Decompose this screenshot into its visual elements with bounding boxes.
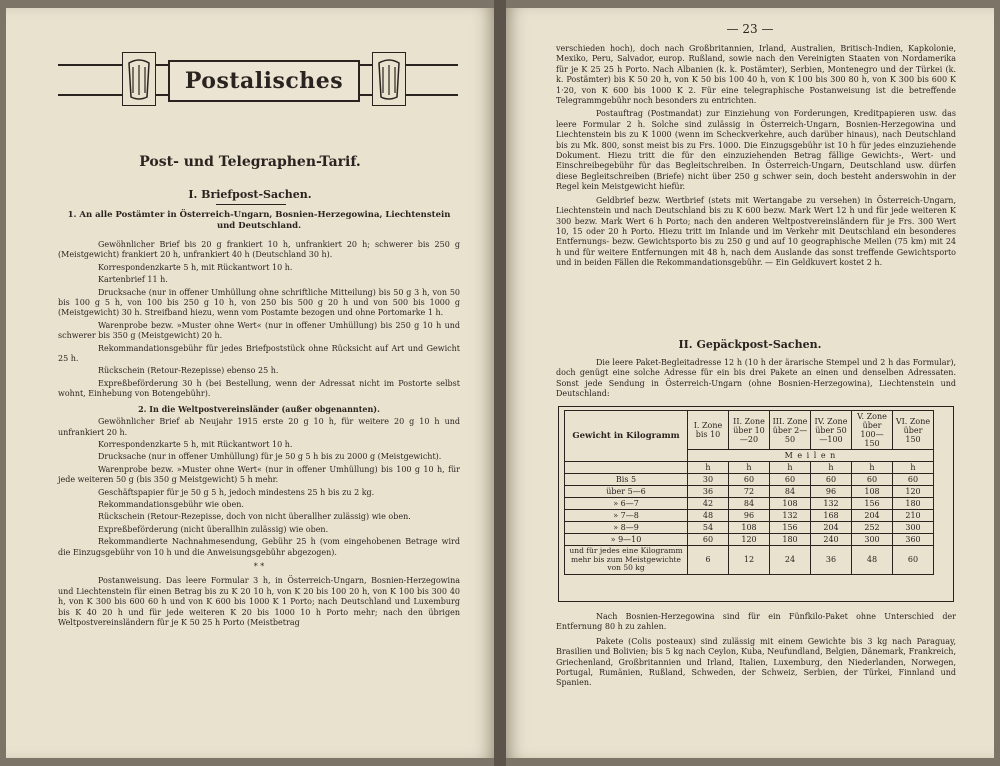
unit-cell: h (811, 462, 852, 474)
section-title-gepaeck: II. Gepäckpost-Sachen. (678, 338, 822, 351)
table-row-extra (565, 546, 934, 575)
table-cell: 42 (688, 498, 729, 510)
table-row (565, 498, 934, 510)
row-label: über 5—6 (565, 486, 688, 498)
para-rueckschein-welt: Rückschein (Retour-Rezepisse, doch von nicht überallher zulässig) wie oben. (98, 512, 411, 522)
para-postanweisung: Postanweisung. Das leere Formular 3 h, in Österreich-Ungarn, Bosnien-Herzegowina und Liechtenstein für einen Betrag bis zu K 20 10 h, von K 20 bis 100 20 h, von K 100 bis 300 40 h, von K 300 bis 600 60 h und von K 600 bis 1000 K 1 Porto; nach Deutschland und Luxemburg bis K 40 20 h und für jede weiteren K 20 bis 1000 10 h Porto mehr; nach den übrigen Weltpostvereinsländern für je K 50 25 h Porto (Meistbetrag (58, 576, 460, 627)
para-warenprobe-welt: Warenprobe bezw. »Muster ohne Wert« (nur in offener Umhüllung) bis 100 g 10 h, für jede weiteren 50 g (bis 350 g Meistgewicht) 5 h mehr. (58, 464, 460, 485)
table-cell: 60 (688, 534, 729, 546)
table-cell: 96 (811, 486, 852, 498)
table-cell: 96 (729, 510, 770, 522)
row-label: » 6—7 (565, 498, 688, 510)
table-cell: 156 (770, 522, 811, 534)
table-cell: 84 (729, 498, 770, 510)
subsection-title-2: 2. In die Weltpostvereinsländer (außer obgenannten). (138, 403, 380, 414)
table-header-row (565, 411, 934, 450)
para-kartenbrief: Kartenbrief 11 h. (98, 275, 168, 285)
table-cell: 120 (893, 486, 934, 498)
table-cell: 360 (893, 534, 934, 546)
para-geldbrief: Geldbrief bezw. Wertbrief (stets mit Wertangabe zu versehen) in Österreich-Ungarn, Liechtenstein und nach Deutschland bis zu K 600 bezw. Mark Wert 12 h und für jede weiteren K 300 bezw. Mark Wert 6 h Porto; nach den anderen Weltpostvereinsländern für je Frs. 300 Wert 10, 15 oder 20 h Porto. Hiezu tritt im Inlande und im Verkehr mit Deutschland ein besonderes Entfernungs- bezw. Gewichtsporto bis zu 250 g und auf 10 geographische Meilen (75 km) mit 24 h und für weitere Entfernungen mit 48 h, nach dem Auslande das sonst treffende Gewichtsporto und in beiden Fällen die Rekommandationsgebühr. — Ein Geldkuvert kostet 2 h. (556, 195, 956, 268)
table-cell: 48 (688, 510, 729, 522)
tariff-subtitle: Post- und Telegraphen-Tarif. (139, 154, 361, 170)
separator-stars: * * (253, 561, 265, 571)
table-cell: 108 (770, 498, 811, 510)
table-cell: 12 (729, 546, 770, 575)
table-cell: 132 (770, 510, 811, 522)
zone-header: IV. Zone über 50—100 (811, 411, 852, 450)
row-label: » 8—9 (565, 522, 688, 534)
right-paragraphs-bottom (556, 612, 956, 689)
table-cell: 30 (688, 474, 729, 486)
para-bosnien: Nach Bosnien-Herzegowina sind für ein Fünfkilo-Paket ohne Unterschied der Entfernung 80 h zu zahlen. (556, 612, 956, 632)
table-row (565, 534, 934, 546)
table-cell: 156 (852, 498, 893, 510)
table-cell: 168 (811, 510, 852, 522)
table-unit-row (565, 462, 934, 474)
table-cell: 36 (688, 486, 729, 498)
table-cell: 60 (811, 474, 852, 486)
book-gutter (494, 0, 506, 766)
table-cell: 60 (729, 474, 770, 486)
para-karte-welt: Korrespondenzkarte 5 h, mit Rückantwort 10 h. (98, 439, 293, 449)
section-underline (216, 204, 286, 205)
right-paragraphs-top (556, 44, 956, 269)
table-cell: 60 (893, 474, 934, 486)
para-drucksache: Drucksache (nur in offener Umhüllung ohne schriftliche Mitteilung) bis 50 g 3 h, von 50 bis 100 g 5 h, von 100 bis 250 g 10 h, von 250 bis 500 g 20 h und von 500 bis 1000 g (Meistgewicht) 30 h. Streifband hiezu, wenn vom Postamte bezogen und ohne Portomarke 1 h. (58, 287, 460, 318)
para-nachnahme: Rekommandierte Nachnahmesendung, Gebühr 25 h (vom eingehobenen Betrage wird die Einzugsgebühr von 10 h und die Anweisungsgebühr abgezogen). (58, 537, 460, 557)
para-brief-welt: Gewöhnlicher Brief ab Neujahr 1915 erste 20 g 10 h, für weitere 20 g 10 h und unfrankiert 20 h. (58, 417, 460, 437)
table-cell: 204 (852, 510, 893, 522)
table-cell: 24 (770, 546, 811, 575)
table-row (565, 474, 934, 486)
para-geschaeftspapier: Geschäftspapier für je 50 g 5 h, jedoch mindestens 25 h bis zu 2 kg. (98, 487, 375, 497)
para-brief: Gewöhnlicher Brief bis 20 g frankiert 10 h, unfrankiert 20 h; schwerer bis 250 g (Meistgewicht) frankiert 20 h, unfrankiert 40 h (Deutschland 30 h). (58, 240, 460, 260)
table-row (565, 486, 934, 498)
rate-table (564, 410, 934, 575)
right-page (506, 8, 994, 758)
meilen-label: M e i l e n (688, 450, 934, 462)
para-begleitadresse: Die leere Paket-Begleitadresse 12 h (10 h der ärarische Stempel und 2 h das Formular), doch genügt eine solche Adresse für ein bis drei Pakete an einen und denselben Adressaten. Sonst jede Sendung in Österreich-Ungarn (ohne Bosnien-Herzegowina), Liechtenstein und Deutschland: (556, 358, 956, 399)
section-title-briefpost: I. Briefpost-Sachen. (188, 188, 312, 201)
unit-cell: h (770, 462, 811, 474)
table-cell: 60 (893, 546, 934, 575)
unit-cell: h (729, 462, 770, 474)
zone-header: III. Zone über 2—50 (770, 411, 811, 450)
para-express-welt: Expreßbeförderung (nicht überallhin zulässig) wie oben. (98, 524, 329, 534)
left-paragraphs-1 (58, 240, 460, 628)
row-label: Bis 5 (565, 474, 688, 486)
table-cell: 54 (688, 522, 729, 534)
zone-header: V. Zone über 100—150 (852, 411, 893, 450)
row-label: » 9—10 (565, 534, 688, 546)
table-cell: 60 (770, 474, 811, 486)
table-cell: 210 (893, 510, 934, 522)
ornament-left-icon (122, 52, 156, 106)
para-rueckschein: Rückschein (Retour-Rezepisse) ebenso 25 h. (98, 366, 279, 376)
page-number: — 23 — (726, 22, 774, 36)
table-row (565, 510, 934, 522)
table-cell: 240 (811, 534, 852, 546)
table-row (565, 522, 934, 534)
unit-cell-empty (565, 462, 688, 474)
table-cell: 48 (852, 546, 893, 575)
left-page (6, 8, 494, 758)
subsection-title-1: 1. An alle Postämter in Österreich-Ungarn, Bosnien-Herzegowina, Liechtenstein und Deutschland. (67, 210, 451, 231)
table-cell: 204 (811, 522, 852, 534)
para-express: Expreßbeförderung 30 h (bei Bestellung, wenn der Adressat nicht im Postorte selbst wohnt, Einhebung von Botengebühr). (58, 378, 460, 399)
table-cell: 252 (852, 522, 893, 534)
zone-header: II. Zone über 10—20 (729, 411, 770, 450)
row-label: » 7—8 (565, 510, 688, 522)
para-postanweisung-cont: verschieden hoch), doch nach Großbritannien, Irland, Australien, Britisch-Indien, Kapkolonie, Mexiko, Peru, Salvador, europ. Rußland, sowie nach den Vereinigten Staaten von Nordamerika für je K 25 25 h Porto. Nach Albanien (k. k. Postämter), Serbien, Montenegro und der Türkei (k. k. Postämter) bis K 50 20 h, von K 50 bis 100 40 h, von K 100 bis 300 80 h, von K 300 bis 600 K 1·20, von K 600 bis 1000 K 2. Für eine telegraphische Postanweisung ist die betreffende Telegrammgebühr noch besonders zu entrichten. (556, 44, 956, 106)
table-corner-header: Gewicht in Kilogramm (565, 411, 688, 462)
table-cell: 132 (811, 498, 852, 510)
table-cell: 180 (770, 534, 811, 546)
zone-header: I. Zone bis 10 (688, 411, 729, 450)
table-cell: 84 (770, 486, 811, 498)
table-cell: 108 (852, 486, 893, 498)
para-postauftrag: Postauftrag (Postmandat) zur Einziehung von Forderungen, Kreditpapieren usw. das leere Formular 2 h. Solche sind zulässig in Österreich-Ungarn, Bosnien-Herzegowina und Liechtenstein bis zu K 1000 (wenn im Scheckverkehre, auch darüber hinaus), nach Deutschland bis zu Mk. 800, sonst meist bis zu Frs. 1000. Die Einzugsgebühr ist 10 h für jedes einzuziehende Dokument. Hiezu tritt die für den einzuziehenden Betrag fällige Gewichts-, Wert- und Einschreibegebühr für das Begleitschreiben. In Österreich-Ungarn, Deutschland usw. dürfen diese Begleitschreiben (Briefe) nicht über 250 g schwer sein, doch besteht anderswohin in der Regel kein Meistgewicht hiefür. (556, 109, 956, 192)
zone-header: VI. Zone über 150 (893, 411, 934, 450)
table-cell: 36 (811, 546, 852, 575)
table-cell: 72 (729, 486, 770, 498)
para-pakete: Pakete (Colis posteaux) sind zulässig mit einem Gewichte bis 3 kg nach Paraguay, Brasilien und Bolivien; bis 5 kg nach Ceylon, Kuba, Neufundland, Belgien, Dänemark, Frankreich, Griechenland, Großbritannien und Irland, Italien, Luxemburg, den Niederlanden, Norwegen, Portugal, Rumänien, Rußland, Schweden, der Schweiz, Serbien, der Türkei, Finnland und Spanien. (556, 636, 956, 688)
para-warenprobe: Warenprobe bezw. »Muster ohne Wert« (nur in offener Umhüllung) bis 250 g 10 h und schwerer bis 350 g (Meistgewicht) 20 h. (58, 320, 460, 341)
unit-cell: h (893, 462, 934, 474)
unit-cell: h (852, 462, 893, 474)
table-cell: 108 (729, 522, 770, 534)
table-cell: 120 (729, 534, 770, 546)
table-cell: 180 (893, 498, 934, 510)
para-drucksache-welt: Drucksache (nur in offener Umhüllung) für je 50 g 5 h bis zu 2000 g (Meistgewicht). (98, 452, 442, 462)
row-label-extra: und für jedes eine Kilogramm mehr bis zum Meistgewichte von 50 kg (565, 546, 688, 575)
ornament-right-icon (372, 52, 406, 106)
page-header (58, 52, 458, 108)
para-korrespondenzkarte: Korrespondenzkarte 5 h, mit Rückantwort 10 h. (98, 262, 293, 272)
para-rekommandation-welt: Rekommandationsgebühr wie oben. (98, 499, 244, 509)
table-cell: 60 (852, 474, 893, 486)
table-cell: 300 (893, 522, 934, 534)
header-title: Postalisches (168, 60, 360, 102)
table-cell: 6 (688, 546, 729, 575)
table-cell: 300 (852, 534, 893, 546)
rate-table-wrap (564, 410, 934, 575)
unit-cell: h (688, 462, 729, 474)
para-rekommandation: Rekommandationsgebühr für jedes Briefpoststück ohne Rücksicht auf Art und Gewicht 25 h. (58, 343, 460, 364)
